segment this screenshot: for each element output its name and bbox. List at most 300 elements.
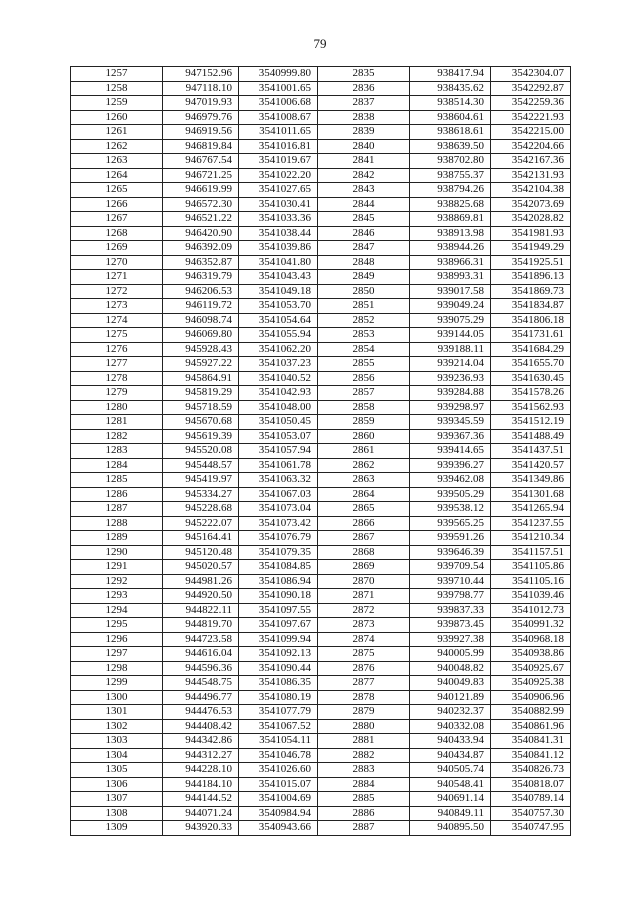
- table-row: [71, 154, 571, 169]
- point-number-left: 1264: [71, 168, 163, 183]
- point-number-right: 2848: [318, 255, 410, 270]
- x-coordinate-right: 938618.61: [410, 125, 491, 140]
- x-coordinate-left: 946721.25: [163, 168, 239, 183]
- y-coordinate-right: 3540882.99: [491, 705, 571, 720]
- x-coordinate-right: 938794.26: [410, 183, 491, 198]
- point-number-left: 1285: [71, 473, 163, 488]
- x-coordinate-right: 940005.99: [410, 647, 491, 662]
- y-coordinate-left: 3541080.19: [239, 690, 318, 705]
- table-row: [71, 589, 571, 604]
- table-row: [71, 444, 571, 459]
- x-coordinate-right: 940049.83: [410, 676, 491, 691]
- y-coordinate-right: 3541896.13: [491, 270, 571, 285]
- x-coordinate-left: 944822.11: [163, 603, 239, 618]
- point-number-left: 1287: [71, 502, 163, 517]
- x-coordinate-right: 938639.50: [410, 139, 491, 154]
- table-row: [71, 168, 571, 183]
- table-row: [71, 328, 571, 343]
- y-coordinate-left: 3541049.18: [239, 284, 318, 299]
- x-coordinate-right: 940849.11: [410, 806, 491, 821]
- point-number-left: 1295: [71, 618, 163, 633]
- x-coordinate-left: 945928.43: [163, 342, 239, 357]
- point-number-left: 1266: [71, 197, 163, 212]
- x-coordinate-right: 938825.68: [410, 197, 491, 212]
- y-coordinate-left: 3541038.44: [239, 226, 318, 241]
- x-coordinate-right: 940505.74: [410, 763, 491, 778]
- y-coordinate-left: 3541016.81: [239, 139, 318, 154]
- table-row: [71, 299, 571, 314]
- x-coordinate-right: 940048.82: [410, 661, 491, 676]
- x-coordinate-right: 940433.94: [410, 734, 491, 749]
- table-row: [71, 458, 571, 473]
- point-number-right: 2869: [318, 560, 410, 575]
- point-number-left: 1300: [71, 690, 163, 705]
- point-number-left: 1286: [71, 487, 163, 502]
- x-coordinate-left: 944616.04: [163, 647, 239, 662]
- table-row: [71, 516, 571, 531]
- point-number-left: 1279: [71, 386, 163, 401]
- x-coordinate-left: 946206.53: [163, 284, 239, 299]
- point-number-right: 2841: [318, 154, 410, 169]
- table-row: [71, 777, 571, 792]
- point-number-left: 1304: [71, 748, 163, 763]
- point-number-right: 2877: [318, 676, 410, 691]
- y-coordinate-left: 3541097.67: [239, 618, 318, 633]
- point-number-left: 1299: [71, 676, 163, 691]
- x-coordinate-left: 945334.27: [163, 487, 239, 502]
- point-number-left: 1288: [71, 516, 163, 531]
- y-coordinate-right: 3540757.30: [491, 806, 571, 821]
- y-coordinate-right: 3542167.36: [491, 154, 571, 169]
- y-coordinate-right: 3541105.86: [491, 560, 571, 575]
- point-number-left: 1265: [71, 183, 163, 198]
- y-coordinate-left: 3541067.03: [239, 487, 318, 502]
- table-row: [71, 545, 571, 560]
- point-number-right: 2867: [318, 531, 410, 546]
- point-number-right: 2868: [318, 545, 410, 560]
- table-row: [71, 661, 571, 676]
- y-coordinate-left: 3541090.44: [239, 661, 318, 676]
- x-coordinate-right: 938913.98: [410, 226, 491, 241]
- y-coordinate-right: 3541012.73: [491, 603, 571, 618]
- x-coordinate-left: 944476.53: [163, 705, 239, 720]
- point-number-right: 2849: [318, 270, 410, 285]
- y-coordinate-right: 3541210.34: [491, 531, 571, 546]
- x-coordinate-right: 938702.80: [410, 154, 491, 169]
- y-coordinate-left: 3541019.67: [239, 154, 318, 169]
- point-number-left: 1297: [71, 647, 163, 662]
- y-coordinate-left: 3541008.67: [239, 110, 318, 125]
- y-coordinate-left: 3541053.70: [239, 299, 318, 314]
- y-coordinate-left: 3541011.65: [239, 125, 318, 140]
- table-row: [71, 241, 571, 256]
- y-coordinate-right: 3541834.87: [491, 299, 571, 314]
- table-row: [71, 487, 571, 502]
- x-coordinate-left: 944548.75: [163, 676, 239, 691]
- point-number-left: 1281: [71, 415, 163, 430]
- point-number-right: 2866: [318, 516, 410, 531]
- point-number-left: 1298: [71, 661, 163, 676]
- point-number-left: 1309: [71, 821, 163, 836]
- table-row: [71, 618, 571, 633]
- point-number-right: 2876: [318, 661, 410, 676]
- table-row: [71, 96, 571, 111]
- y-coordinate-right: 3541349.86: [491, 473, 571, 488]
- point-number-right: 2886: [318, 806, 410, 821]
- y-coordinate-right: 3542131.93: [491, 168, 571, 183]
- point-number-left: 1282: [71, 429, 163, 444]
- y-coordinate-left: 3541030.41: [239, 197, 318, 212]
- coordinates-table: [70, 66, 571, 836]
- x-coordinate-left: 944596.36: [163, 661, 239, 676]
- y-coordinate-right: 3541869.73: [491, 284, 571, 299]
- y-coordinate-left: 3541033.36: [239, 212, 318, 227]
- point-number-right: 2858: [318, 400, 410, 415]
- x-coordinate-left: 944496.77: [163, 690, 239, 705]
- point-number-left: 1272: [71, 284, 163, 299]
- x-coordinate-right: 939505.29: [410, 487, 491, 502]
- table-row: [71, 415, 571, 430]
- x-coordinate-left: 947118.10: [163, 81, 239, 96]
- x-coordinate-right: 940434.87: [410, 748, 491, 763]
- point-number-left: 1308: [71, 806, 163, 821]
- table-row: [71, 473, 571, 488]
- point-number-left: 1292: [71, 574, 163, 589]
- y-coordinate-left: 3541084.85: [239, 560, 318, 575]
- table-row: [71, 125, 571, 140]
- point-number-left: 1277: [71, 357, 163, 372]
- point-number-left: 1269: [71, 241, 163, 256]
- y-coordinate-right: 3542215.00: [491, 125, 571, 140]
- y-coordinate-right: 3542104.38: [491, 183, 571, 198]
- x-coordinate-left: 945222.07: [163, 516, 239, 531]
- x-coordinate-right: 940691.14: [410, 792, 491, 807]
- point-number-right: 2871: [318, 589, 410, 604]
- y-coordinate-right: 3540938.86: [491, 647, 571, 662]
- point-number-left: 1283: [71, 444, 163, 459]
- y-coordinate-right: 3540747.95: [491, 821, 571, 836]
- point-number-left: 1262: [71, 139, 163, 154]
- x-coordinate-right: 938514.30: [410, 96, 491, 111]
- table-row: [71, 806, 571, 821]
- x-coordinate-right: 940895.50: [410, 821, 491, 836]
- y-coordinate-right: 3542292.87: [491, 81, 571, 96]
- table-row: [71, 255, 571, 270]
- table-row: [71, 284, 571, 299]
- point-number-right: 2853: [318, 328, 410, 343]
- x-coordinate-left: 943920.33: [163, 821, 239, 836]
- y-coordinate-right: 3540789.14: [491, 792, 571, 807]
- y-coordinate-left: 3541022.20: [239, 168, 318, 183]
- x-coordinate-right: 939837.33: [410, 603, 491, 618]
- x-coordinate-left: 944981.26: [163, 574, 239, 589]
- table-row: [71, 647, 571, 662]
- x-coordinate-right: 940121.89: [410, 690, 491, 705]
- x-coordinate-left: 944408.42: [163, 719, 239, 734]
- table-row: [71, 357, 571, 372]
- point-number-right: 2846: [318, 226, 410, 241]
- table-row: [71, 574, 571, 589]
- x-coordinate-left: 945448.57: [163, 458, 239, 473]
- y-coordinate-left: 3541015.07: [239, 777, 318, 792]
- x-coordinate-right: 939538.12: [410, 502, 491, 517]
- y-coordinate-left: 3541057.94: [239, 444, 318, 459]
- x-coordinate-left: 945020.57: [163, 560, 239, 575]
- point-number-right: 2872: [318, 603, 410, 618]
- table-row: [71, 81, 571, 96]
- table-row: [71, 270, 571, 285]
- x-coordinate-right: 939414.65: [410, 444, 491, 459]
- x-coordinate-left: 945670.68: [163, 415, 239, 430]
- point-number-right: 2860: [318, 429, 410, 444]
- y-coordinate-right: 3541488.49: [491, 429, 571, 444]
- y-coordinate-right: 3540826.73: [491, 763, 571, 778]
- y-coordinate-right: 3541981.93: [491, 226, 571, 241]
- x-coordinate-right: 939873.45: [410, 618, 491, 633]
- y-coordinate-right: 3540906.96: [491, 690, 571, 705]
- x-coordinate-right: 939075.29: [410, 313, 491, 328]
- y-coordinate-left: 3541006.68: [239, 96, 318, 111]
- coordinates-table-body: [71, 67, 571, 836]
- y-coordinate-right: 3542204.66: [491, 139, 571, 154]
- point-number-left: 1273: [71, 299, 163, 314]
- point-number-right: 2855: [318, 357, 410, 372]
- table-row: [71, 676, 571, 691]
- x-coordinate-left: 944342.86: [163, 734, 239, 749]
- x-coordinate-right: 938417.94: [410, 67, 491, 82]
- y-coordinate-left: 3541048.00: [239, 400, 318, 415]
- table-row: [71, 632, 571, 647]
- table-row: [71, 110, 571, 125]
- point-number-left: 1290: [71, 545, 163, 560]
- x-coordinate-right: 939709.54: [410, 560, 491, 575]
- point-number-left: 1259: [71, 96, 163, 111]
- y-coordinate-right: 3541806.18: [491, 313, 571, 328]
- x-coordinate-right: 939144.05: [410, 328, 491, 343]
- x-coordinate-right: 939646.39: [410, 545, 491, 560]
- point-number-right: 2882: [318, 748, 410, 763]
- x-coordinate-right: 939049.24: [410, 299, 491, 314]
- point-number-left: 1278: [71, 371, 163, 386]
- point-number-left: 1291: [71, 560, 163, 575]
- x-coordinate-left: 945120.48: [163, 545, 239, 560]
- point-number-left: 1260: [71, 110, 163, 125]
- x-coordinate-left: 946069.80: [163, 328, 239, 343]
- table-row: [71, 603, 571, 618]
- x-coordinate-left: 946979.76: [163, 110, 239, 125]
- point-number-left: 1271: [71, 270, 163, 285]
- x-coordinate-left: 945228.68: [163, 502, 239, 517]
- x-coordinate-right: 940332.08: [410, 719, 491, 734]
- x-coordinate-right: 938604.61: [410, 110, 491, 125]
- x-coordinate-left: 946420.90: [163, 226, 239, 241]
- y-coordinate-left: 3541027.65: [239, 183, 318, 198]
- table-row: [71, 139, 571, 154]
- point-number-right: 2835: [318, 67, 410, 82]
- point-number-right: 2864: [318, 487, 410, 502]
- x-coordinate-right: 939298.97: [410, 400, 491, 415]
- point-number-left: 1280: [71, 400, 163, 415]
- point-number-right: 2878: [318, 690, 410, 705]
- y-coordinate-right: 3541562.93: [491, 400, 571, 415]
- x-coordinate-left: 945520.08: [163, 444, 239, 459]
- point-number-right: 2859: [318, 415, 410, 430]
- point-number-left: 1275: [71, 328, 163, 343]
- y-coordinate-left: 3541040.52: [239, 371, 318, 386]
- table-row: [71, 212, 571, 227]
- point-number-right: 2883: [318, 763, 410, 778]
- point-number-right: 2861: [318, 444, 410, 459]
- table-row: [71, 226, 571, 241]
- point-number-right: 2837: [318, 96, 410, 111]
- y-coordinate-right: 3540991.32: [491, 618, 571, 633]
- point-number-right: 2844: [318, 197, 410, 212]
- point-number-left: 1270: [71, 255, 163, 270]
- point-number-right: 2850: [318, 284, 410, 299]
- table-row: [71, 371, 571, 386]
- y-coordinate-left: 3541042.93: [239, 386, 318, 401]
- x-coordinate-left: 944920.50: [163, 589, 239, 604]
- point-number-left: 1257: [71, 67, 163, 82]
- y-coordinate-right: 3540818.07: [491, 777, 571, 792]
- point-number-left: 1276: [71, 342, 163, 357]
- table-row: [71, 734, 571, 749]
- table-row: [71, 400, 571, 415]
- point-number-right: 2847: [318, 241, 410, 256]
- point-number-left: 1258: [71, 81, 163, 96]
- y-coordinate-left: 3541062.20: [239, 342, 318, 357]
- x-coordinate-right: 939798.77: [410, 589, 491, 604]
- point-number-right: 2870: [318, 574, 410, 589]
- y-coordinate-right: 3541578.26: [491, 386, 571, 401]
- x-coordinate-left: 944184.10: [163, 777, 239, 792]
- x-coordinate-left: 944228.10: [163, 763, 239, 778]
- x-coordinate-left: 947152.96: [163, 67, 239, 82]
- point-number-left: 1267: [71, 212, 163, 227]
- y-coordinate-right: 3541039.46: [491, 589, 571, 604]
- y-coordinate-right: 3542073.69: [491, 197, 571, 212]
- point-number-right: 2881: [318, 734, 410, 749]
- x-coordinate-right: 939214.04: [410, 357, 491, 372]
- point-number-right: 2843: [318, 183, 410, 198]
- y-coordinate-right: 3541925.51: [491, 255, 571, 270]
- y-coordinate-left: 3541086.94: [239, 574, 318, 589]
- point-number-left: 1293: [71, 589, 163, 604]
- y-coordinate-left: 3541077.79: [239, 705, 318, 720]
- y-coordinate-left: 3541090.18: [239, 589, 318, 604]
- point-number-right: 2845: [318, 212, 410, 227]
- point-number-right: 2856: [318, 371, 410, 386]
- point-number-left: 1303: [71, 734, 163, 749]
- point-number-right: 2875: [318, 647, 410, 662]
- x-coordinate-left: 945619.39: [163, 429, 239, 444]
- table-row: [71, 183, 571, 198]
- point-number-left: 1307: [71, 792, 163, 807]
- y-coordinate-left: 3541054.64: [239, 313, 318, 328]
- y-coordinate-right: 3541420.57: [491, 458, 571, 473]
- x-coordinate-left: 945927.22: [163, 357, 239, 372]
- table-row: [71, 748, 571, 763]
- y-coordinate-right: 3540925.67: [491, 661, 571, 676]
- x-coordinate-left: 945864.91: [163, 371, 239, 386]
- y-coordinate-left: 3541046.78: [239, 748, 318, 763]
- y-coordinate-right: 3540841.31: [491, 734, 571, 749]
- y-coordinate-left: 3541041.80: [239, 255, 318, 270]
- x-coordinate-left: 945718.59: [163, 400, 239, 415]
- x-coordinate-left: 946819.84: [163, 139, 239, 154]
- x-coordinate-left: 944312.27: [163, 748, 239, 763]
- x-coordinate-right: 939017.58: [410, 284, 491, 299]
- y-coordinate-right: 3541655.70: [491, 357, 571, 372]
- y-coordinate-right: 3542259.36: [491, 96, 571, 111]
- point-number-right: 2887: [318, 821, 410, 836]
- point-number-left: 1305: [71, 763, 163, 778]
- point-number-left: 1289: [71, 531, 163, 546]
- x-coordinate-right: 938435.62: [410, 81, 491, 96]
- y-coordinate-left: 3541004.69: [239, 792, 318, 807]
- point-number-left: 1294: [71, 603, 163, 618]
- x-coordinate-left: 946352.87: [163, 255, 239, 270]
- y-coordinate-right: 3541949.29: [491, 241, 571, 256]
- point-number-right: 2880: [318, 719, 410, 734]
- x-coordinate-right: 940548.41: [410, 777, 491, 792]
- x-coordinate-right: 938993.31: [410, 270, 491, 285]
- table-row: [71, 821, 571, 836]
- table-row: [71, 197, 571, 212]
- x-coordinate-right: 939710.44: [410, 574, 491, 589]
- y-coordinate-right: 3541105.16: [491, 574, 571, 589]
- point-number-right: 2838: [318, 110, 410, 125]
- x-coordinate-right: 938755.37: [410, 168, 491, 183]
- point-number-right: 2840: [318, 139, 410, 154]
- page-number: 79: [313, 36, 327, 51]
- point-number-right: 2839: [318, 125, 410, 140]
- y-coordinate-left: 3540984.94: [239, 806, 318, 821]
- y-coordinate-left: 3541079.35: [239, 545, 318, 560]
- x-coordinate-left: 946521.22: [163, 212, 239, 227]
- point-number-right: 2862: [318, 458, 410, 473]
- y-coordinate-right: 3541301.68: [491, 487, 571, 502]
- point-number-right: 2842: [318, 168, 410, 183]
- x-coordinate-left: 946572.30: [163, 197, 239, 212]
- x-coordinate-right: 939188.11: [410, 342, 491, 357]
- x-coordinate-left: 944071.24: [163, 806, 239, 821]
- y-coordinate-right: 3542221.93: [491, 110, 571, 125]
- table-row: [71, 531, 571, 546]
- y-coordinate-right: 3541630.45: [491, 371, 571, 386]
- y-coordinate-left: 3541054.11: [239, 734, 318, 749]
- point-number-right: 2865: [318, 502, 410, 517]
- y-coordinate-left: 3541039.86: [239, 241, 318, 256]
- x-coordinate-right: 939236.93: [410, 371, 491, 386]
- x-coordinate-right: 939927.38: [410, 632, 491, 647]
- point-number-right: 2857: [318, 386, 410, 401]
- point-number-right: 2885: [318, 792, 410, 807]
- table-row: [71, 792, 571, 807]
- table-row: [71, 705, 571, 720]
- x-coordinate-right: 939367.36: [410, 429, 491, 444]
- y-coordinate-left: 3541092.13: [239, 647, 318, 662]
- point-number-left: 1268: [71, 226, 163, 241]
- x-coordinate-left: 945419.97: [163, 473, 239, 488]
- y-coordinate-left: 3541037.23: [239, 357, 318, 372]
- x-coordinate-right: 939396.27: [410, 458, 491, 473]
- y-coordinate-left: 3541050.45: [239, 415, 318, 430]
- x-coordinate-left: 947019.93: [163, 96, 239, 111]
- point-number-right: 2873: [318, 618, 410, 633]
- y-coordinate-left: 3541055.94: [239, 328, 318, 343]
- y-coordinate-right: 3541731.61: [491, 328, 571, 343]
